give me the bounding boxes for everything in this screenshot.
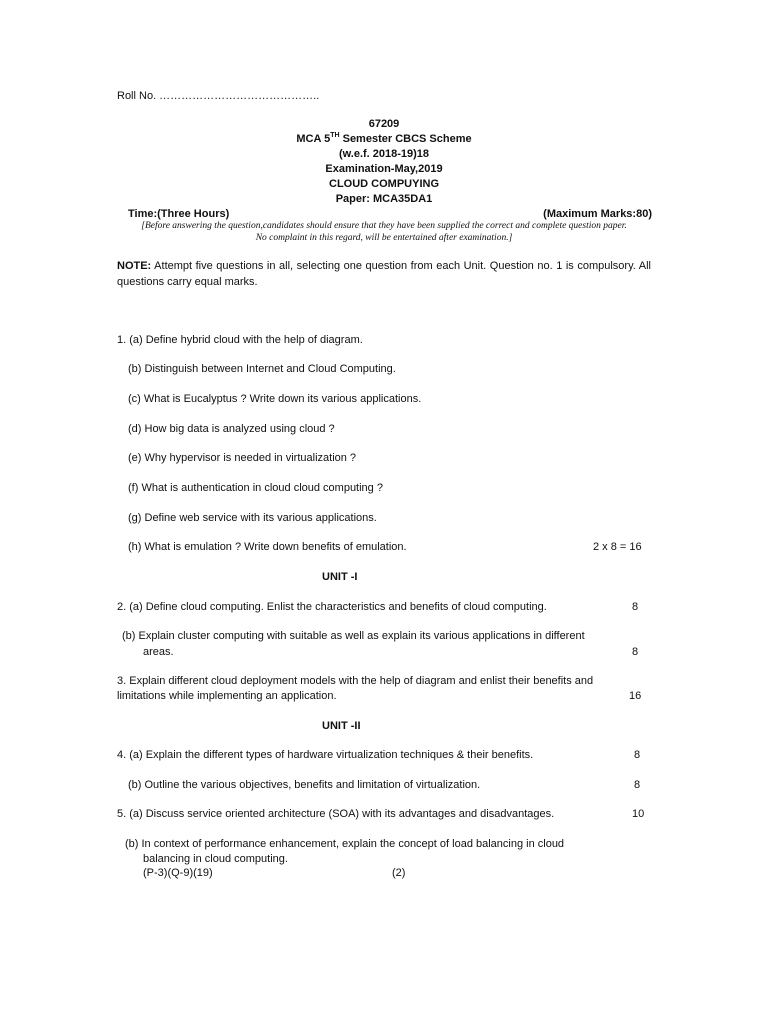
course-prefix: MCA 5	[296, 133, 331, 145]
q2-b-marks: 8	[632, 646, 639, 658]
q1-c: (c) What is Eucalyptus ? Write down its various applications.	[128, 393, 422, 405]
q1-h: (h) What is emulation ? Write down benefits of emulation.	[128, 541, 407, 553]
q1-a: 1. (a) Define hybrid cloud with the help of diagram.	[117, 334, 363, 346]
max-marks: (Maximum Marks:80)	[543, 208, 652, 220]
unit-2-title: UNIT -II	[322, 720, 361, 732]
q4-a: 4. (a) Explain the different types of hardware virtualization techniques & their benefits.	[117, 749, 534, 761]
paper-line: Paper: MCA35DA1	[335, 193, 433, 205]
course-suffix: Semester CBCS Scheme	[339, 133, 472, 145]
q5-b-line-1: (b) In context of performance enhancement, explain the concept of load balancing in cloud	[125, 838, 565, 850]
course-superscript: TH	[330, 132, 340, 139]
q4-b-marks: 8	[634, 779, 641, 791]
exam-line: Examination-May,2019	[325, 163, 443, 175]
q3-line-2: limitations while implementing an application.	[117, 690, 337, 702]
q2-a: 2. (a) Define cloud computing. Enlist the characteristics and benefits of cloud computing.	[117, 601, 547, 613]
course-line	[0, 133, 768, 146]
q1-d: (d) How big data is analyzed using cloud ?	[128, 423, 335, 435]
q3-line-1: 3. Explain different cloud deployment models with the help of diagram and enlist their benefits and	[117, 675, 594, 687]
q4-a-marks: 8	[634, 749, 641, 761]
paper-code: 67209	[368, 118, 400, 130]
q1-b: (b) Distinguish between Internet and Cloud Computing.	[128, 363, 396, 375]
instruction-line-1: [Before answering the question,candidates should ensure that they have been supplied the correct and complete question paper.	[141, 221, 627, 231]
note-paragraph	[117, 258, 651, 290]
q1-g: (g) Define web service with its various applications.	[128, 512, 377, 524]
q1-f: (f) What is authentication in cloud cloud computing ?	[128, 482, 383, 494]
page-number: (2)	[392, 867, 406, 879]
q5-b-line-2: balancing in cloud computing.	[143, 853, 288, 865]
footer-code: (P-3)(Q-9)(19)	[143, 867, 213, 879]
unit-1-title: UNIT -I	[322, 571, 358, 583]
roll-no: Roll No. ……………………………………..	[117, 90, 320, 102]
instruction-line-2: No complaint in this regard, will be entertained after examination.]	[255, 233, 513, 243]
note-label: NOTE:	[117, 260, 152, 272]
q3-marks: 16	[629, 690, 642, 702]
q5-a-marks: 10	[632, 808, 645, 820]
q5-a: 5. (a) Discuss service oriented architecture (SOA) with its advantages and disadvantages.	[117, 808, 555, 820]
q2-b-line-2: areas.	[143, 646, 174, 658]
time-label: Time:(Three Hours)	[128, 208, 230, 220]
q1-marks: 2 x 8 = 16	[593, 541, 642, 553]
q2-a-marks: 8	[632, 601, 639, 613]
subject-line: CLOUD COMPUYING	[329, 178, 439, 190]
note-text: Attempt five questions in all, selecting one question from each Unit. Question no. 1 is compulsory. All questions carry equal marks.	[117, 260, 651, 288]
wef-line: (w.e.f. 2018-19)18	[338, 148, 430, 160]
q4-b: (b) Outline the various objectives, benefits and limitation of virtualization.	[128, 779, 481, 791]
q1-e: (e) Why hypervisor is needed in virtualization ?	[128, 452, 357, 464]
q2-b-line-1: (b) Explain cluster computing with suitable as well as explain its various applications in different	[122, 630, 585, 642]
